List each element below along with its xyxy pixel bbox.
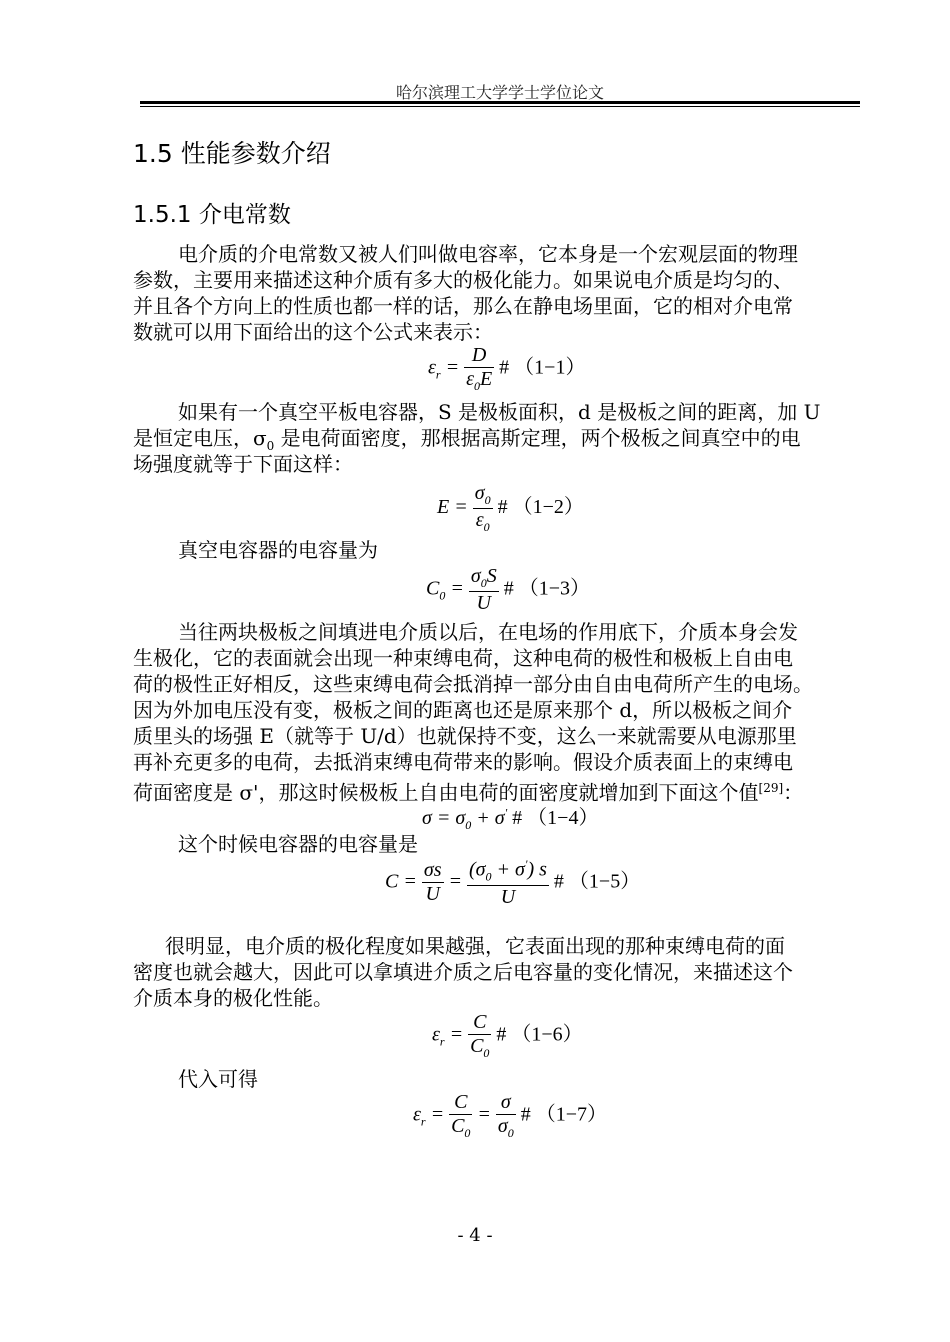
paragraph-line: 质里头的场强 E（就等于 U/d）也就保持不变，这么一来就需要从电源那里 [133,724,797,748]
subsection-title: 1.5.1 介电常数 [133,202,291,228]
paragraph-line: 当往两块极板之间填进电介质以后，在电场的作用底下，介质本身会发 [178,620,798,644]
equation-number: （1−6） [511,1023,583,1046]
equation-number: （1−4） [527,807,599,829]
paragraph-line: 并且各个方向上的性质也都一样的话，那么在静电场里面，它的相对介电常 [133,294,793,318]
paragraph-line: 荷的极性正好相反，这些束缚电荷会抵消掉一部分由自由电荷所产生的电场。 [133,672,813,696]
page-header: 哈尔滨理工大学学士学位论文 [395,83,604,102]
header-rule-thick [140,101,860,104]
equation-1-4: $\sigma = \sigma_0 + \sigma'$ # （1−4） [422,805,599,832]
equation-1-7: $\varepsilon_r$ = $\frac{C}{C_0}$ = $\frac{\sigma}{\sigma_0}$ # （1−7） [413,1091,608,1140]
equation-number: （1−7） [535,1103,608,1126]
equation-number: （1−5） [568,870,641,893]
paragraph-line: 很明显，电介质的极化程度如果越强，它表面出现的那种束缚电荷的面 [165,934,785,958]
paragraph-line: 参数，主要用来描述这种介质有多大的极化能力。如果说电介质是均匀的、 [133,268,793,292]
equation-1-1: $\varepsilon_r$ = $\frac{D}{\varepsilon_0E}$ # （1−1） [428,344,586,393]
page-number: - 4 - [457,1225,493,1246]
paragraph-line: 是恒定电压，$\sigma_0$ 是电荷面密度，那根据高斯定理，两个极板之间真空中的电 [133,426,801,453]
header-rule-thin [140,106,860,107]
paragraph-line: 再补充更多的电荷，去抵消束缚电荷带来的影响。假设介质表面上的束缚电 [133,750,793,774]
paragraph-line: 如果有一个真空平板电容器，S 是极板面积，d 是极板之间的距离，加 U [178,400,821,424]
equation-1-6: $\varepsilon_r$ = $\frac{C}{C_0}$ # （1−6） [432,1011,583,1060]
paragraph-line: 荷面密度是 σ'，那这时候极板上自由电荷的面密度就增加到下面这个值[29]： [133,780,804,805]
equation-1-5: C = $\frac{\sigma s}{U}$ = $\frac{(\sigma_0 + \sigma') s}{U}$ # （1−5） [385,857,641,908]
equation-number: （1−3） [518,577,590,600]
equation-number: （1−1） [514,356,586,379]
equation-1-3: $C_0$ = $\frac{\sigma_0S}{U}$ # （1−3） [426,565,590,614]
section-title: 1.5 性能参数介绍 [133,139,331,168]
citation: [29] [758,781,784,795]
paragraph-line: 数就可以用下面给出的这个公式来表示： [133,320,493,344]
paragraph-line: 这个时候电容器的电容量是 [178,832,418,856]
paragraph-line: 因为外加电压没有变，极板之间的距离也还是原来那个 d，所以极板之间介 [133,698,793,722]
paragraph-line: 生极化，它的表面就会出现一种束缚电荷，这种电荷的极性和极板上自由电 [133,646,793,670]
paragraph-line: 场强度就等于下面这样： [133,452,353,476]
paragraph-line: 介质本身的极化性能。 [133,986,333,1010]
paragraph-line: 密度也就会越大，因此可以拿填进介质之后电容量的变化情况，来描述这个 [133,960,793,984]
equation-1-2: E = $\frac{\sigma_0}{\varepsilon_0}$ # （1−2） [437,482,584,534]
paragraph-line: 电介质的介电常数又被人们叫做电容率，它本身是一个宏观层面的物理 [178,242,798,266]
paragraph-line: 真空电容器的电容量为 [178,538,378,562]
paragraph-line: 代入可得 [178,1067,258,1091]
equation-number: （1−2） [512,496,584,519]
